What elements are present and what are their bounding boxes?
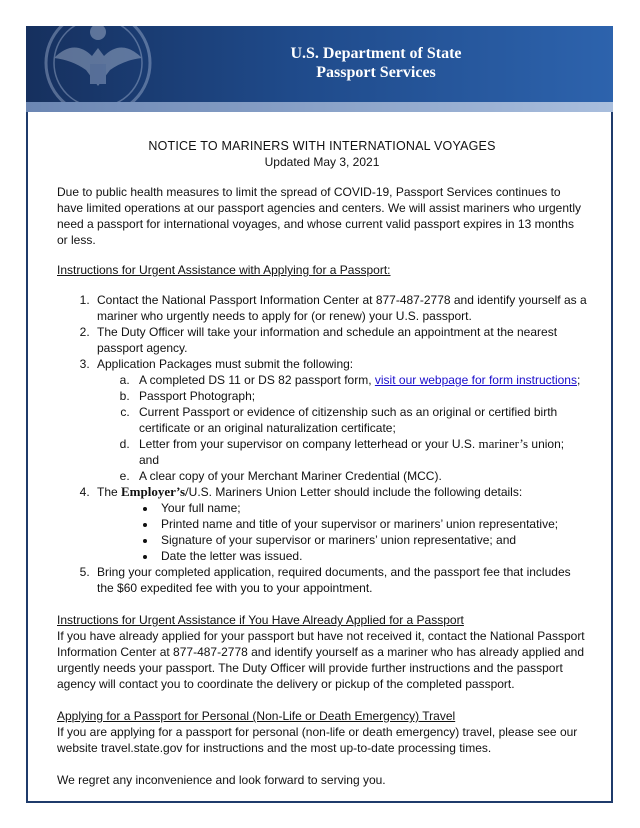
already-applied-paragraph: If you have already applied for your passport but have not received it, contact the National Passport Information Center at 877-487-2778 and identify yourself as a mariner who has already applied and urgently needs your passport. The Duty Officer will provide further instructions and the passport agency will contact you to coordinate the delivery or pickup of the completed passport. (57, 629, 585, 691)
step-4: 4. The Employer’s/U.S. Mariners Union Letter should include the following details: • Your full name; • Printed name and title of your supervisor or mariners’ union representative; • Signature of your supervisor or mariners’ union representative; and • Date the letter was issued. (93, 484, 587, 564)
letter-detail-item: • Date the letter was issued. (157, 548, 587, 564)
letter-detail-item: • Signature of your supervisor or mariners’ union representative; and (157, 532, 587, 548)
sub-item-b: b. Passport Photograph; (133, 388, 587, 404)
header-banner (26, 26, 613, 102)
step-3-sublist (97, 372, 587, 484)
service-name: Passport Services (316, 64, 436, 81)
updated-date: Updated May 3, 2021 (264, 155, 380, 169)
banner-stripe (26, 102, 613, 112)
sub-item-e: e. A clear copy of your Merchant Mariner Credential (MCC). (133, 468, 587, 484)
sub-item-d: d. Letter from your supervisor on company letterhead or your U.S. mariner’s union; and (133, 436, 587, 468)
notice-title: NOTICE TO MARINERS WITH INTERNATIONAL VOYAGES (148, 139, 496, 153)
banner-title (216, 44, 536, 82)
sub-item-c: c. Current Passport or evidence of citizenship such as an original or certified birth certificate or an original naturalization certificate; (133, 404, 587, 436)
sub-item-a: a. A completed DS 11 or DS 82 passport form, visit our webpage for form instructions; (133, 372, 587, 388)
urgent-heading: Instructions for Urgent Assistance with Applying for a Passport: (57, 263, 391, 277)
step-3: 3. Application Packages must submit the following: a. A completed DS 11 or DS 82 passport form, visit our webpage for form instructions; b. Passport Photograph; c. Current Passport or evidence of citizenship such as an original or certified birth certificate or an original naturalization certificate; d. Letter from your supervisor on company letterhead or your U.S. mariner’s union; and e. A clear copy of your Merchant Mariner Credential (MCC). (93, 356, 587, 484)
intro-paragraph: Due to public health measures to limit the spread of COVID-19, Passport Services continues to have limited operations at our passport agencies and centers. We will assist mariners who urgently need a passport for international voyages, and whose current valid passport expires in 13 months or less. (57, 185, 582, 247)
notice-content (57, 138, 587, 788)
form-instructions-link[interactable]: visit our webpage for form instructions (374, 373, 577, 387)
urgent-steps-list (57, 292, 587, 596)
eagle-seal-icon (34, 26, 162, 102)
step-2: 2. The Duty Officer will take your information and schedule an appointment at the nearest passport agency. (93, 324, 587, 356)
step-1: 1. Contact the National Passport Information Center at 877-487-2778 and identify yourself as a mariner who urgently needs to apply for (or renew) your U.S. passport. (93, 292, 587, 324)
letter-detail-item: • Printed name and title of your supervisor or mariners’ union representative; (157, 516, 587, 532)
letter-details-list (97, 500, 587, 564)
letter-detail-item: • Your full name; (157, 500, 587, 516)
step-5: 5. Bring your completed application, required documents, and the passport fee that includes the $60 expedited fee with you to your appointment. (93, 564, 587, 596)
already-applied-heading: Instructions for Urgent Assistance if You Have Already Applied for a Passport (57, 613, 464, 627)
personal-travel-heading: Applying for a Passport for Personal (Non-Life or Death Emergency) Travel (57, 709, 456, 723)
personal-travel-paragraph: If you are applying for a passport for personal (non-life or death emergency) travel, please see our website travel.state.gov for instructions and the most up-to-date processing times. (57, 725, 578, 755)
closing-paragraph: We regret any inconvenience and look forward to serving you. (57, 773, 386, 787)
department-name: U.S. Department of State (290, 45, 462, 62)
